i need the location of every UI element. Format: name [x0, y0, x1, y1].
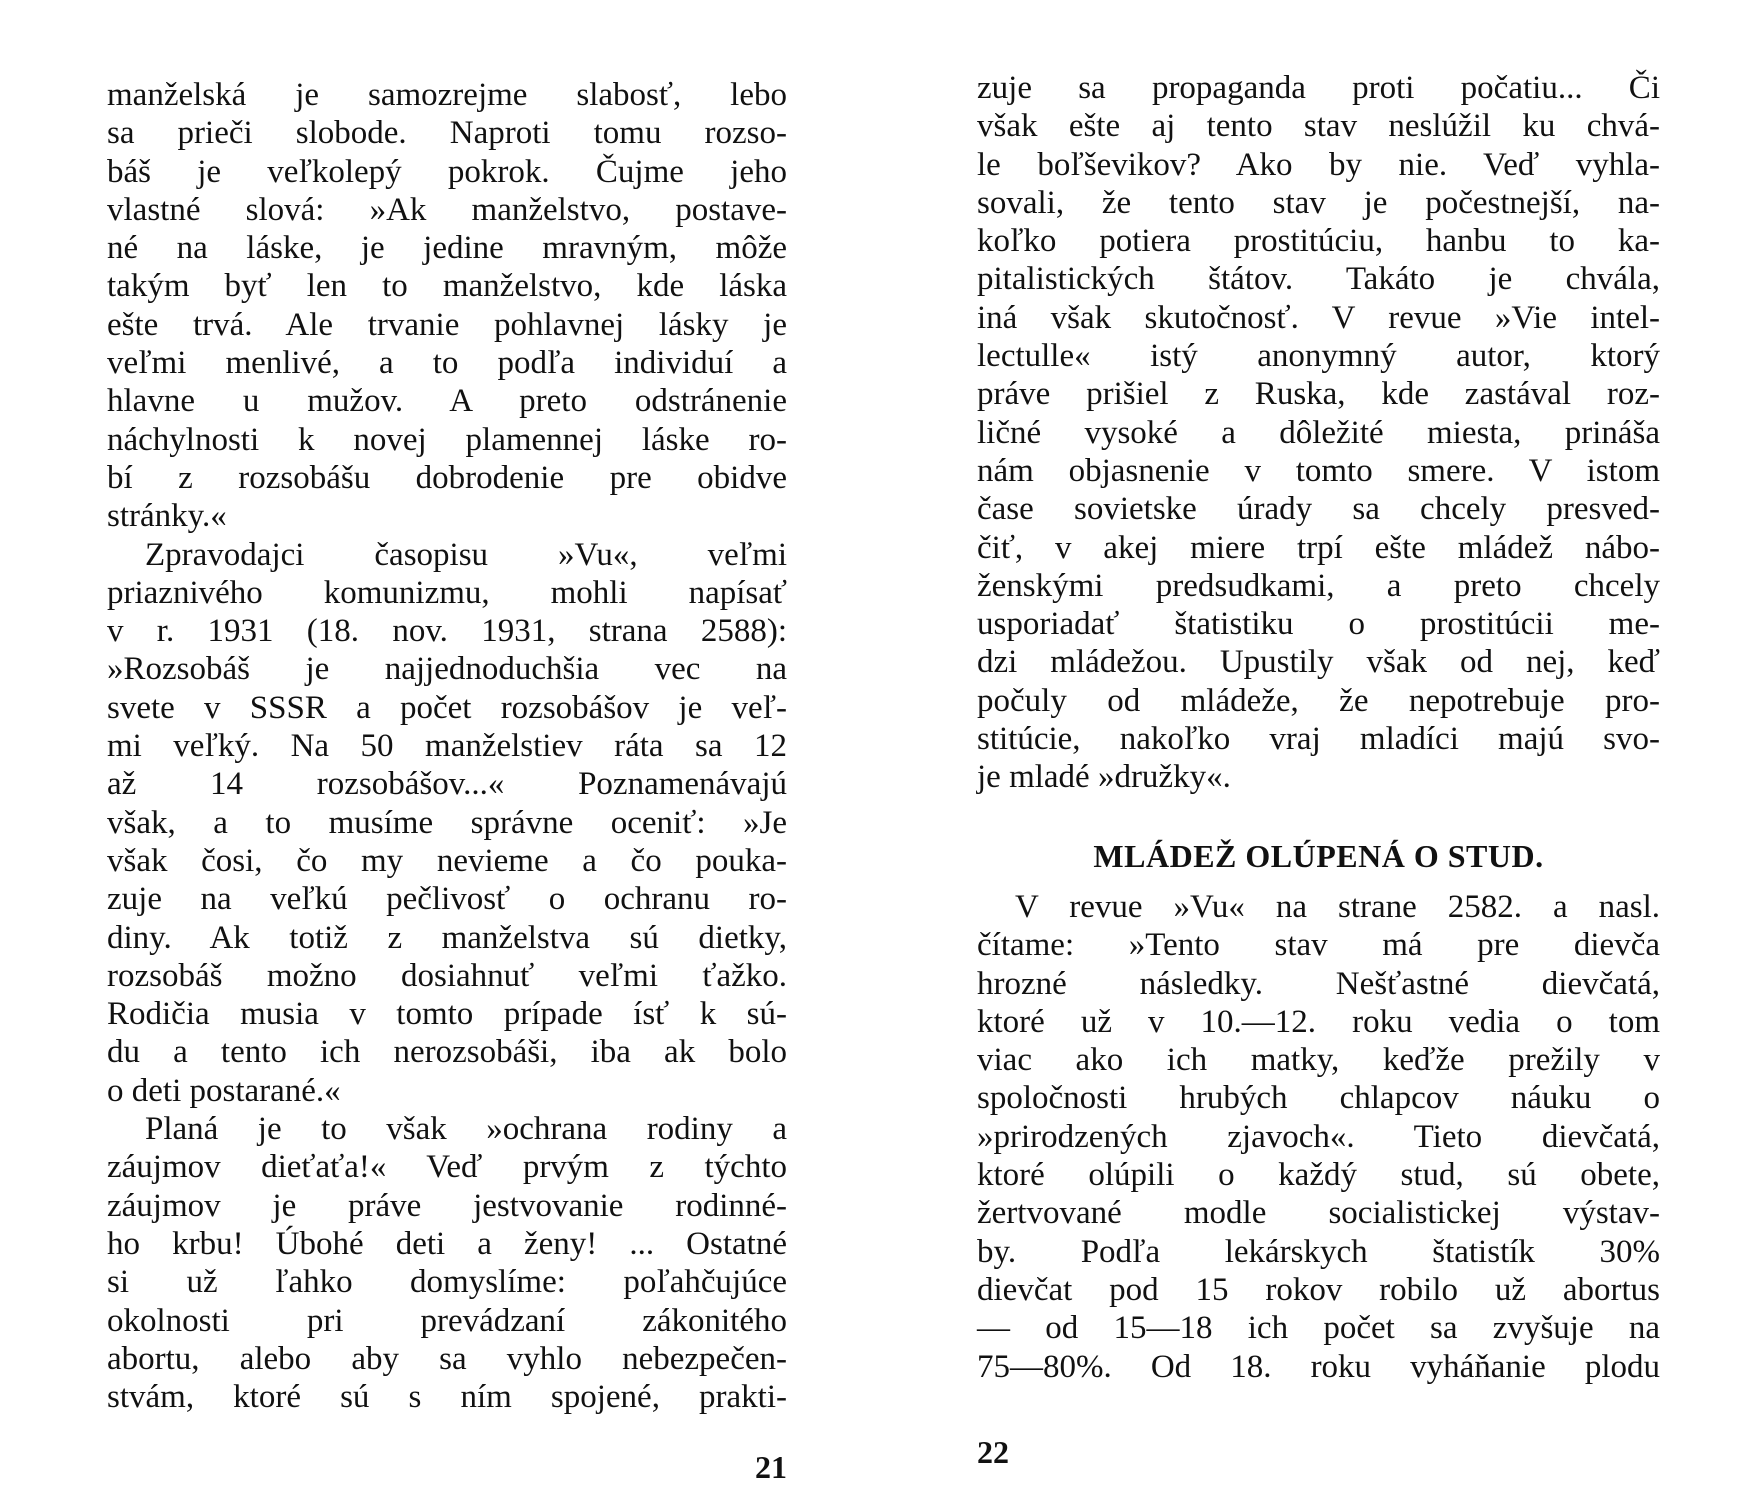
- text-line: hlavne u mužov. A preto odstránenie: [107, 383, 787, 420]
- text-line: však čosi, čo my nevieme a čo pouka-: [107, 842, 787, 879]
- text-line: Planá je to však »ochrana rodiny a: [145, 1111, 787, 1148]
- text-line: stitúcie, nakoľko vraj mladíci majú svo-: [977, 721, 1660, 758]
- text-line: je mladé »družky«.: [977, 759, 1231, 796]
- text-line: náchylnosti k novej plamennej láske ro-: [107, 421, 787, 458]
- text-line: báš je veľkolepý pokrok. Čujme jeho: [107, 153, 787, 190]
- text-line: počuly od mládeže, že nepotrebuje pro-: [977, 682, 1660, 719]
- text-line: Rodičia musia v tomto prípade ísť k sú-: [107, 996, 787, 1033]
- text-line: 75—80%. Od 18. roku vyháňanie plodu: [977, 1348, 1660, 1385]
- paragraph: [107, 76, 787, 536]
- text-line: veľmi menlivé, a to podľa individuí a: [107, 345, 787, 382]
- text-line: usporiadať štatistiku o prostitúcii me-: [977, 606, 1660, 643]
- text-line: — od 15—18 ich počet sa zvyšuje na: [977, 1310, 1660, 1347]
- page-number-left: 21: [755, 1449, 787, 1485]
- text-line: koľko potiera prostitúciu, hanbu to ka-: [977, 223, 1660, 260]
- paragraph: [107, 1110, 787, 1416]
- text-line: zuje na veľkú pečlivosť o ochranu ro-: [107, 881, 787, 918]
- text-line: »prirodzených zjavoch«. Tieto dievčatá,: [977, 1118, 1660, 1155]
- section-heading: MLÁDEŽ OLÚPENÁ O STUD.: [1093, 838, 1544, 874]
- text-line: le boľševikov? Ako by nie. Veď vyhla-: [977, 146, 1660, 183]
- right-page-22: [876, 0, 1752, 1500]
- paragraph: [107, 536, 787, 1110]
- text-line: ho krbu! Úbohé deti a ženy! ... Ostatné: [107, 1225, 787, 1262]
- right-page-text-section-1: [977, 69, 1660, 797]
- text-line: čiť, v akej miere trpí ešte mládež nábo-: [977, 529, 1660, 566]
- right-page-text-section-2: [977, 888, 1660, 1386]
- text-line: viac ako ich matky, keďže prežily v: [977, 1042, 1660, 1079]
- text-line: práve prišiel z Ruska, kde zastával roz-: [977, 376, 1660, 413]
- text-line: rozsobáš možno dosiahnuť veľmi ťažko.: [107, 957, 787, 994]
- text-line: nám objasnenie v tomto smere. V istom: [977, 452, 1660, 489]
- text-line: pitalistických štátov. Takáto je chvála,: [977, 261, 1660, 298]
- text-line: však, a to musíme správne oceniť: »Je: [107, 804, 787, 841]
- text-line: by. Podľa lekárskych štatistík 30%: [977, 1233, 1660, 1270]
- text-line: dievčat pod 15 rokov robilo už abortus: [977, 1271, 1660, 1308]
- text-line: ešte trvá. Ale trvanie pohlavnej lásky je: [107, 306, 787, 343]
- text-line: ktoré olúpili o každý stud, sú obete,: [977, 1157, 1660, 1194]
- text-line: záujmov je práve jestvovanie rodinné-: [107, 1187, 787, 1224]
- text-line: priaznivého komunizmu, mohli napísať: [107, 574, 787, 611]
- text-line: »Rozsobáš je najjednoduchšia vec na: [107, 651, 787, 688]
- text-line: svete v SSSR a počet rozsobášov je veľ-: [107, 689, 787, 726]
- text-line: V revue »Vu« na strane 2582. a nasl.: [1015, 889, 1660, 925]
- text-line: ličné vysoké a dôležité miesta, prináša: [977, 414, 1660, 451]
- text-line: abortu, alebo aby sa vyhlo nebezpečen-: [107, 1340, 787, 1377]
- text-line: stránky.«: [107, 498, 227, 535]
- text-line: však ešte aj tento stav neslúžil ku chvá-: [977, 108, 1660, 145]
- text-line: sa prieči slobode. Naproti tomu rozso-: [107, 115, 787, 152]
- text-line: lectulle« istý anonymný autor, ktorý: [977, 338, 1660, 375]
- text-line: né na láske, je jedine mravným, môže: [107, 230, 787, 267]
- text-line: ktoré už v 10.—12. roku vedia o tom: [977, 1003, 1660, 1040]
- text-line: dzi mládežou. Upustily však od nej, keď: [977, 644, 1660, 681]
- text-line: zuje sa propaganda proti počatiu... Či: [977, 70, 1660, 106]
- text-line: ženskými predsudkami, a preto chcely: [977, 567, 1660, 604]
- paragraph: [977, 888, 1660, 1386]
- page-number-right: 22: [977, 1434, 1009, 1470]
- text-line: okolnosti pri prevádzaní zákonitého: [107, 1302, 787, 1339]
- text-line: spoločnosti hrubých chlapcov náuku o: [977, 1080, 1660, 1117]
- text-line: manželská je samozrejme slabosť, lebo: [107, 77, 787, 113]
- text-line: Zpravodajci časopisu »Vu«, veľmi: [145, 536, 787, 573]
- text-line: si už ľahko domyslíme: poľahčujúce: [107, 1264, 787, 1301]
- text-line: sovali, že tento stav je počestnejší, na-: [977, 184, 1660, 221]
- text-line: diny. Ak totiž z manželstva sú dietky,: [107, 919, 787, 956]
- text-line: v r. 1931 (18. nov. 1931, strana 2588):: [107, 613, 787, 650]
- text-line: žertvované modle socialistickej výstav-: [977, 1195, 1660, 1232]
- text-line: záujmov dieťaťa!« Veď prvým z týchto: [107, 1149, 787, 1186]
- text-line: až 14 rozsobášov...« Poznamenávajú: [107, 766, 787, 803]
- text-line: mi veľký. Na 50 manželstiev ráta sa 12: [107, 728, 787, 765]
- text-line: čase sovietske úrady sa chcely presved-: [977, 491, 1660, 528]
- text-line: du a tento ich nerozsobáši, iba ak bolo: [107, 1034, 787, 1071]
- text-line: iná však skutočnosť. V revue »Vie intel-: [977, 299, 1660, 336]
- paragraph: [977, 69, 1660, 797]
- text-line: stvám, ktoré sú s ním spojené, prakti-: [107, 1379, 787, 1416]
- text-line: hrozné následky. Nešťastné dievčatá,: [977, 965, 1660, 1002]
- text-line: bí z rozsobášu dobrodenie pre obidve: [107, 459, 787, 496]
- left-page-text: [107, 76, 787, 1416]
- text-line: vlastné slová: »Ak manželstvo, postave-: [107, 191, 787, 228]
- text-line: čítame: »Tento stav má pre dievča: [977, 927, 1660, 964]
- text-line: takým byť len to manželstvo, kde láska: [107, 268, 787, 305]
- text-line: o deti postarané.«: [107, 1072, 341, 1109]
